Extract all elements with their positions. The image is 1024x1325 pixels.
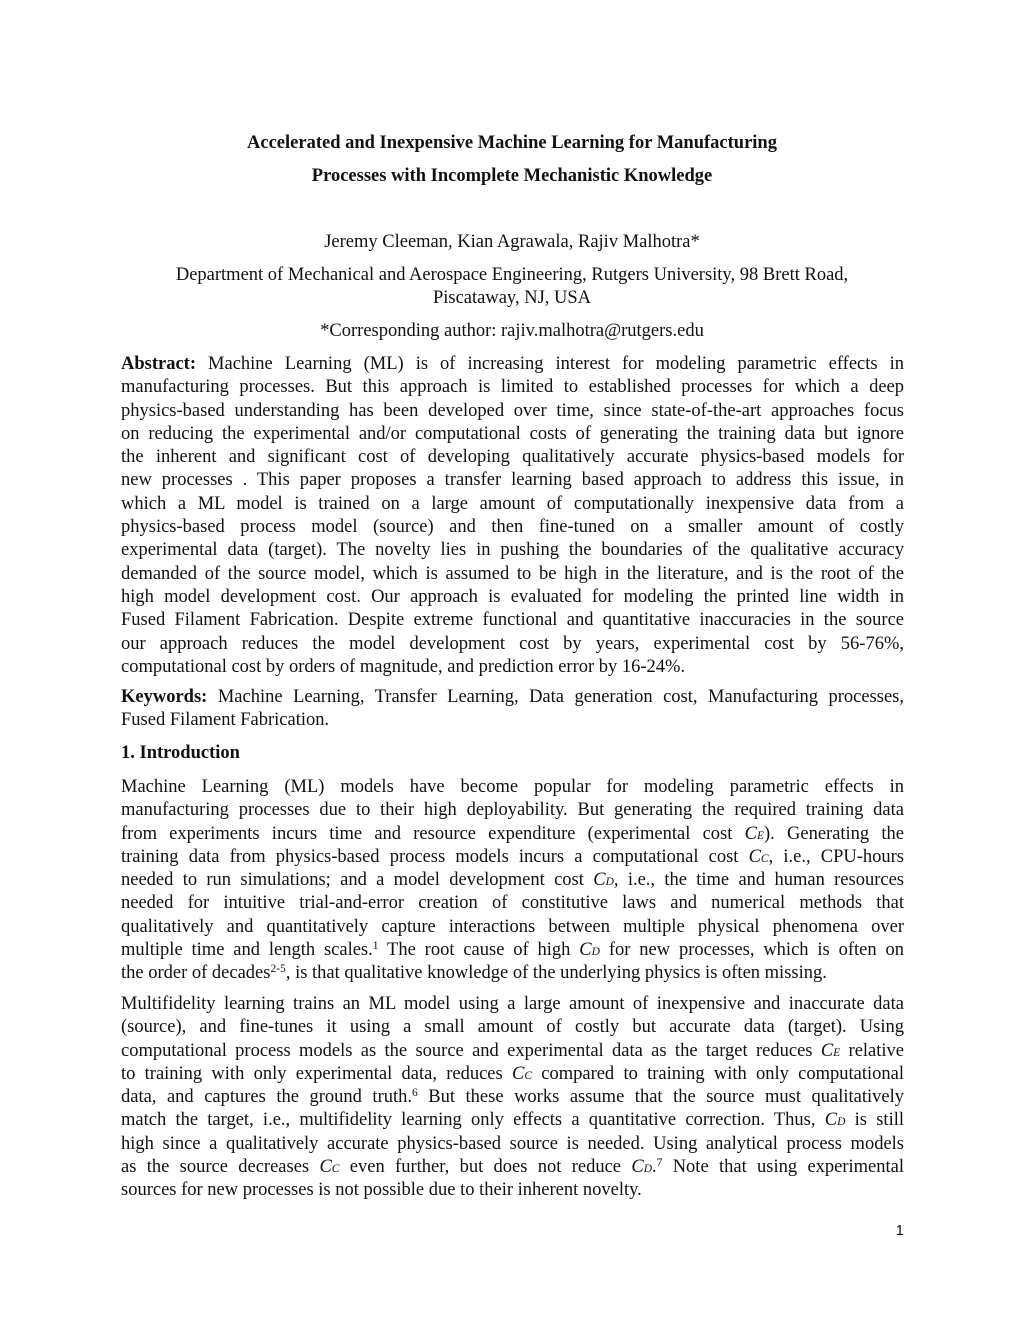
paragraph-line: data, and captures the ground truth.$^6$ But these works assume that the source must qualitatively [121,1087,905,1108]
affiliation-line-1: Department of Mechanical and Aerospace Engineering, Rutgers University, 98 Brett Road, [175,265,849,285]
abstract-line: manufacturing processes. But this approach is limited to established processes for which a deep [121,377,904,398]
corresponding-author: *Corresponding author: rajiv.malhotra@rutgers.edu [320,321,704,341]
symbol-c: C [748,846,761,867]
paragraph-line: multiple time and length scales.$^1$ The root cause of high CD for new processes, which is often on [121,940,904,961]
paragraph-line: training data from physics-based process models incurs a computational cost CC, i.e., CPU-hours [121,846,904,867]
subscript-d: D [605,876,614,889]
keywords-line: Keywords: Machine Learning, Transfer Learning, Data generation cost, Manufacturing processes, [121,687,904,707]
citation-ref: 7 [656,1157,663,1170]
subscript-d: D [591,946,600,959]
abstract-line: our approach reduces the model development cost by years, experimental cost by 56-76%, [121,633,904,654]
paragraph-line: high since a qualitatively accurate physics-based source is needed. Using analytical process models [121,1133,904,1154]
paragraph-line: from experiments incurs time and resource expenditure (experimental cost CE). Generating the [121,823,904,844]
paragraph-line: to training with only experimental data, reduces CC compared to training with only computational [121,1063,904,1084]
subscript-e: E [833,1046,841,1059]
symbol-c: C [593,870,606,891]
subscript-c: C [760,852,769,865]
abstract-line: new processes . This paper proposes a transfer learning based approach to address this issue, in [121,470,904,491]
paragraph-line: qualitatively and quantitatively capture interactions between multiple physical phenomena over [121,916,904,937]
citation-ref: 1 [372,940,379,953]
paragraph-line: the order of decades$^{2-5}$, is that qualitative knowledge of the underlying physics is often missing. [121,963,827,984]
symbol-c: C [631,1157,644,1178]
abstract-line: which a ML model is trained on a large amount of computationally inexpensive data from a [121,493,904,514]
abstract-line: physics-based process model (source) and then fine-tuned on a smaller amount of costly [121,517,904,538]
page-number: 1 [895,1222,904,1239]
symbol-c: C [511,1063,525,1084]
abstract-line: computational cost by orders of magnitude, and prediction error by 16-24%. [121,656,686,677]
abstract-line: the inherent and significant cost of developing qualitatively accurate physics-based models for [121,447,904,468]
keywords-label: Keywords: [121,687,208,707]
subscript-e: E [756,829,764,842]
intro-paragraph-1 [121,776,904,986]
paragraph-line: manufacturing processes due to their high deployability. But generating the required training data [121,800,904,821]
paragraph-line: needed to run simulations; and a model development cost CD, i.e., the time and human resources [121,870,904,891]
paper-title [0,127,1024,193]
abstract-label: Abstract: [121,354,197,374]
intro-paragraph-2 [121,993,904,1203]
symbol-c: C [824,1110,838,1131]
paragraph-line: Machine Learning (ML) models have become popular for modeling parametric effects in [121,777,904,797]
paragraph-line: (source), and fine-tunes it using a small amount of costly but accurate data (target). Using [121,1017,904,1038]
paragraph-line: as the source decreases CC even further, but does not reduce CD.$^7$ Note that using experimental [121,1157,905,1178]
paragraph-line: needed for intuitive trial-and-error creation of constitutive laws and numerical methods that [121,893,904,914]
citation-ref: 2-5 [270,963,286,976]
title-line-1: Accelerated and Inexpensive Machine Learning for Manufacturing [247,133,777,153]
keywords [121,686,904,733]
symbol-c: C [744,823,757,844]
abstract-line: high model development cost. Our approach is evaluated for modeling the printed line width in [121,586,904,607]
symbol-c: C [579,940,592,961]
subscript-c: C [331,1163,340,1176]
subscript-d: D [837,1116,846,1129]
abstract-line: Fused Filament Fabrication. Despite extreme functional and quantitative inaccuracies in the source [121,610,904,631]
affiliation-line-2: Piscataway, NJ, USA [432,288,592,308]
keywords-line: Fused Filament Fabrication. [121,710,330,731]
abstract-line: Abstract: Machine Learning (ML) is of increasing interest for modeling parametric effects in [121,354,904,374]
paragraph-line: computational process models as the source and experimental data as the target reduces CE relative [121,1040,905,1061]
symbol-c: C [820,1040,834,1061]
title-line-2: Processes with Incomplete Mechanistic Knowledge [311,166,713,186]
symbol-c: C [319,1157,332,1178]
abstract-line: experimental data (target). The novelty lies in pushing the boundaries of the qualitative accuracy [121,540,904,561]
paragraph-line: Multifidelity learning trains an ML model using a large amount of inexpensive and inaccurate data [121,994,904,1014]
subscript-d: D [643,1163,652,1176]
citation-ref: 6 [412,1087,418,1100]
section-heading: 1. Introduction [121,743,240,763]
abstract-line: physics-based understanding has been developed over time, since state-of-the-art approaches focus [121,400,904,421]
author-list: Jeremy Cleeman, Kian Agrawala, Rajiv Malhotra* [324,232,700,252]
paragraph-line: match the target, i.e., multifidelity learning only effects a quantitative correction. Thus, CD is still [121,1110,904,1131]
abstract-line: demanded of the source model, which is assumed to be high in the literature, and is the root of the [121,563,904,584]
abstract [121,353,904,679]
abstract-line: on reducing the experimental and/or computational costs of generating the training data but ignore [121,423,904,444]
subscript-c: C [524,1069,532,1082]
paragraph-line: sources for new processes is not possible due to their inherent novelty. [121,1180,642,1201]
